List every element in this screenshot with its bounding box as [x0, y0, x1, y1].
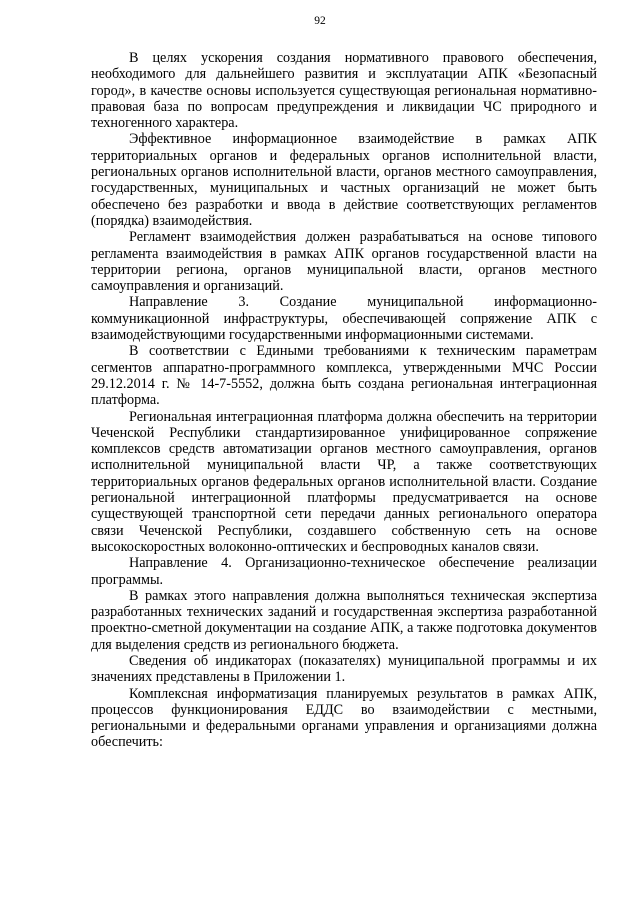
paragraph-normative-base: В целях ускорения создания нормативного правового обеспечения, необходимого для дальнейшего развития и эксплуатации АПК «Безопасный город», в качестве основы используется существующая региональная нормативно-правовая база по вопросам предупреждения и ликвидации ЧС природного и техногенного характера. [91, 50, 597, 132]
paragraph-complex-informatization: Комплексная информатизация планируемых результатов в рамках АПК, процессов функционирования ЕДДС во взаимодействии с местными, региональными и федеральными органами управления и организациями должна обеспечить: [91, 685, 597, 751]
paragraph-unified-requirements: В соответствии с Едиными требованиями к техническим параметрам сегментов аппаратно-программного комплекса, утвержденными МЧС России 29.12.2014 г. № 14-7-5552, должна быть создана региональная интеграционная платформа. [91, 343, 597, 409]
paragraph-direction-4: Направление 4. Организационно-техническое обеспечение реализации программы. [91, 555, 597, 588]
paragraph-indicators: Сведения об индикаторах (показателях) муниципальной программы и их значениях представлены в Приложении 1. [91, 652, 597, 686]
paragraph-interaction-regulation: Регламент взаимодействия должен разрабатываться на основе типового регламента взаимодействия в рамках АПК органов государственной власти на территории региона, органов муниципальной власти, органов местного самоуправления и организаций. [91, 229, 597, 295]
body-text [91, 50, 597, 751]
paragraph-integration-platform: Региональная интеграционная платформа должна обеспечить на территории Чеченской Республики стандартизированное унифицированное сопряжение комплексов средств автоматизации органов местного самоуправления, органов исполнительной муниципальной власти ЧР, а также соответствующих территориальных органов федеральных органов исполнительной власти. Создание региональной интеграционной платформы предусматривается на основе существующей транспортной сети передачи данных регионального оператора связи Чеченской Республики, создавшего собственную сеть на основе высокоскоростных волоконно-оптических и беспроводных каналов связи. [91, 408, 597, 555]
paragraph-direction-3: Направление 3. Создание муниципальной информационно-коммуникационной инфраструктуры, обеспечивающей сопряжение АПК с взаимодействующими государственными информационными системами. [91, 294, 597, 344]
paragraph-information-interaction: Эффективное информационное взаимодействие в рамках АПК территориальных органов и федеральных органов исполнительной власти, региональных органов исполнительной власти, органов местного самоуправления, государственных, муниципальных и частных организаций не может быть обеспечено без разработки и ввода в действие соответствующих регламентов (порядка) взаимодействия. [91, 131, 597, 229]
page-number: 92 [314, 15, 326, 27]
paragraph-technical-expertise: В рамках этого направления должна выполняться техническая экспертиза разработанных технических заданий и государственная экспертиза разработанной проектно-сметной документации на создание АПК, а также подготовка документов для выделения средств из регионального бюджета. [91, 587, 597, 653]
